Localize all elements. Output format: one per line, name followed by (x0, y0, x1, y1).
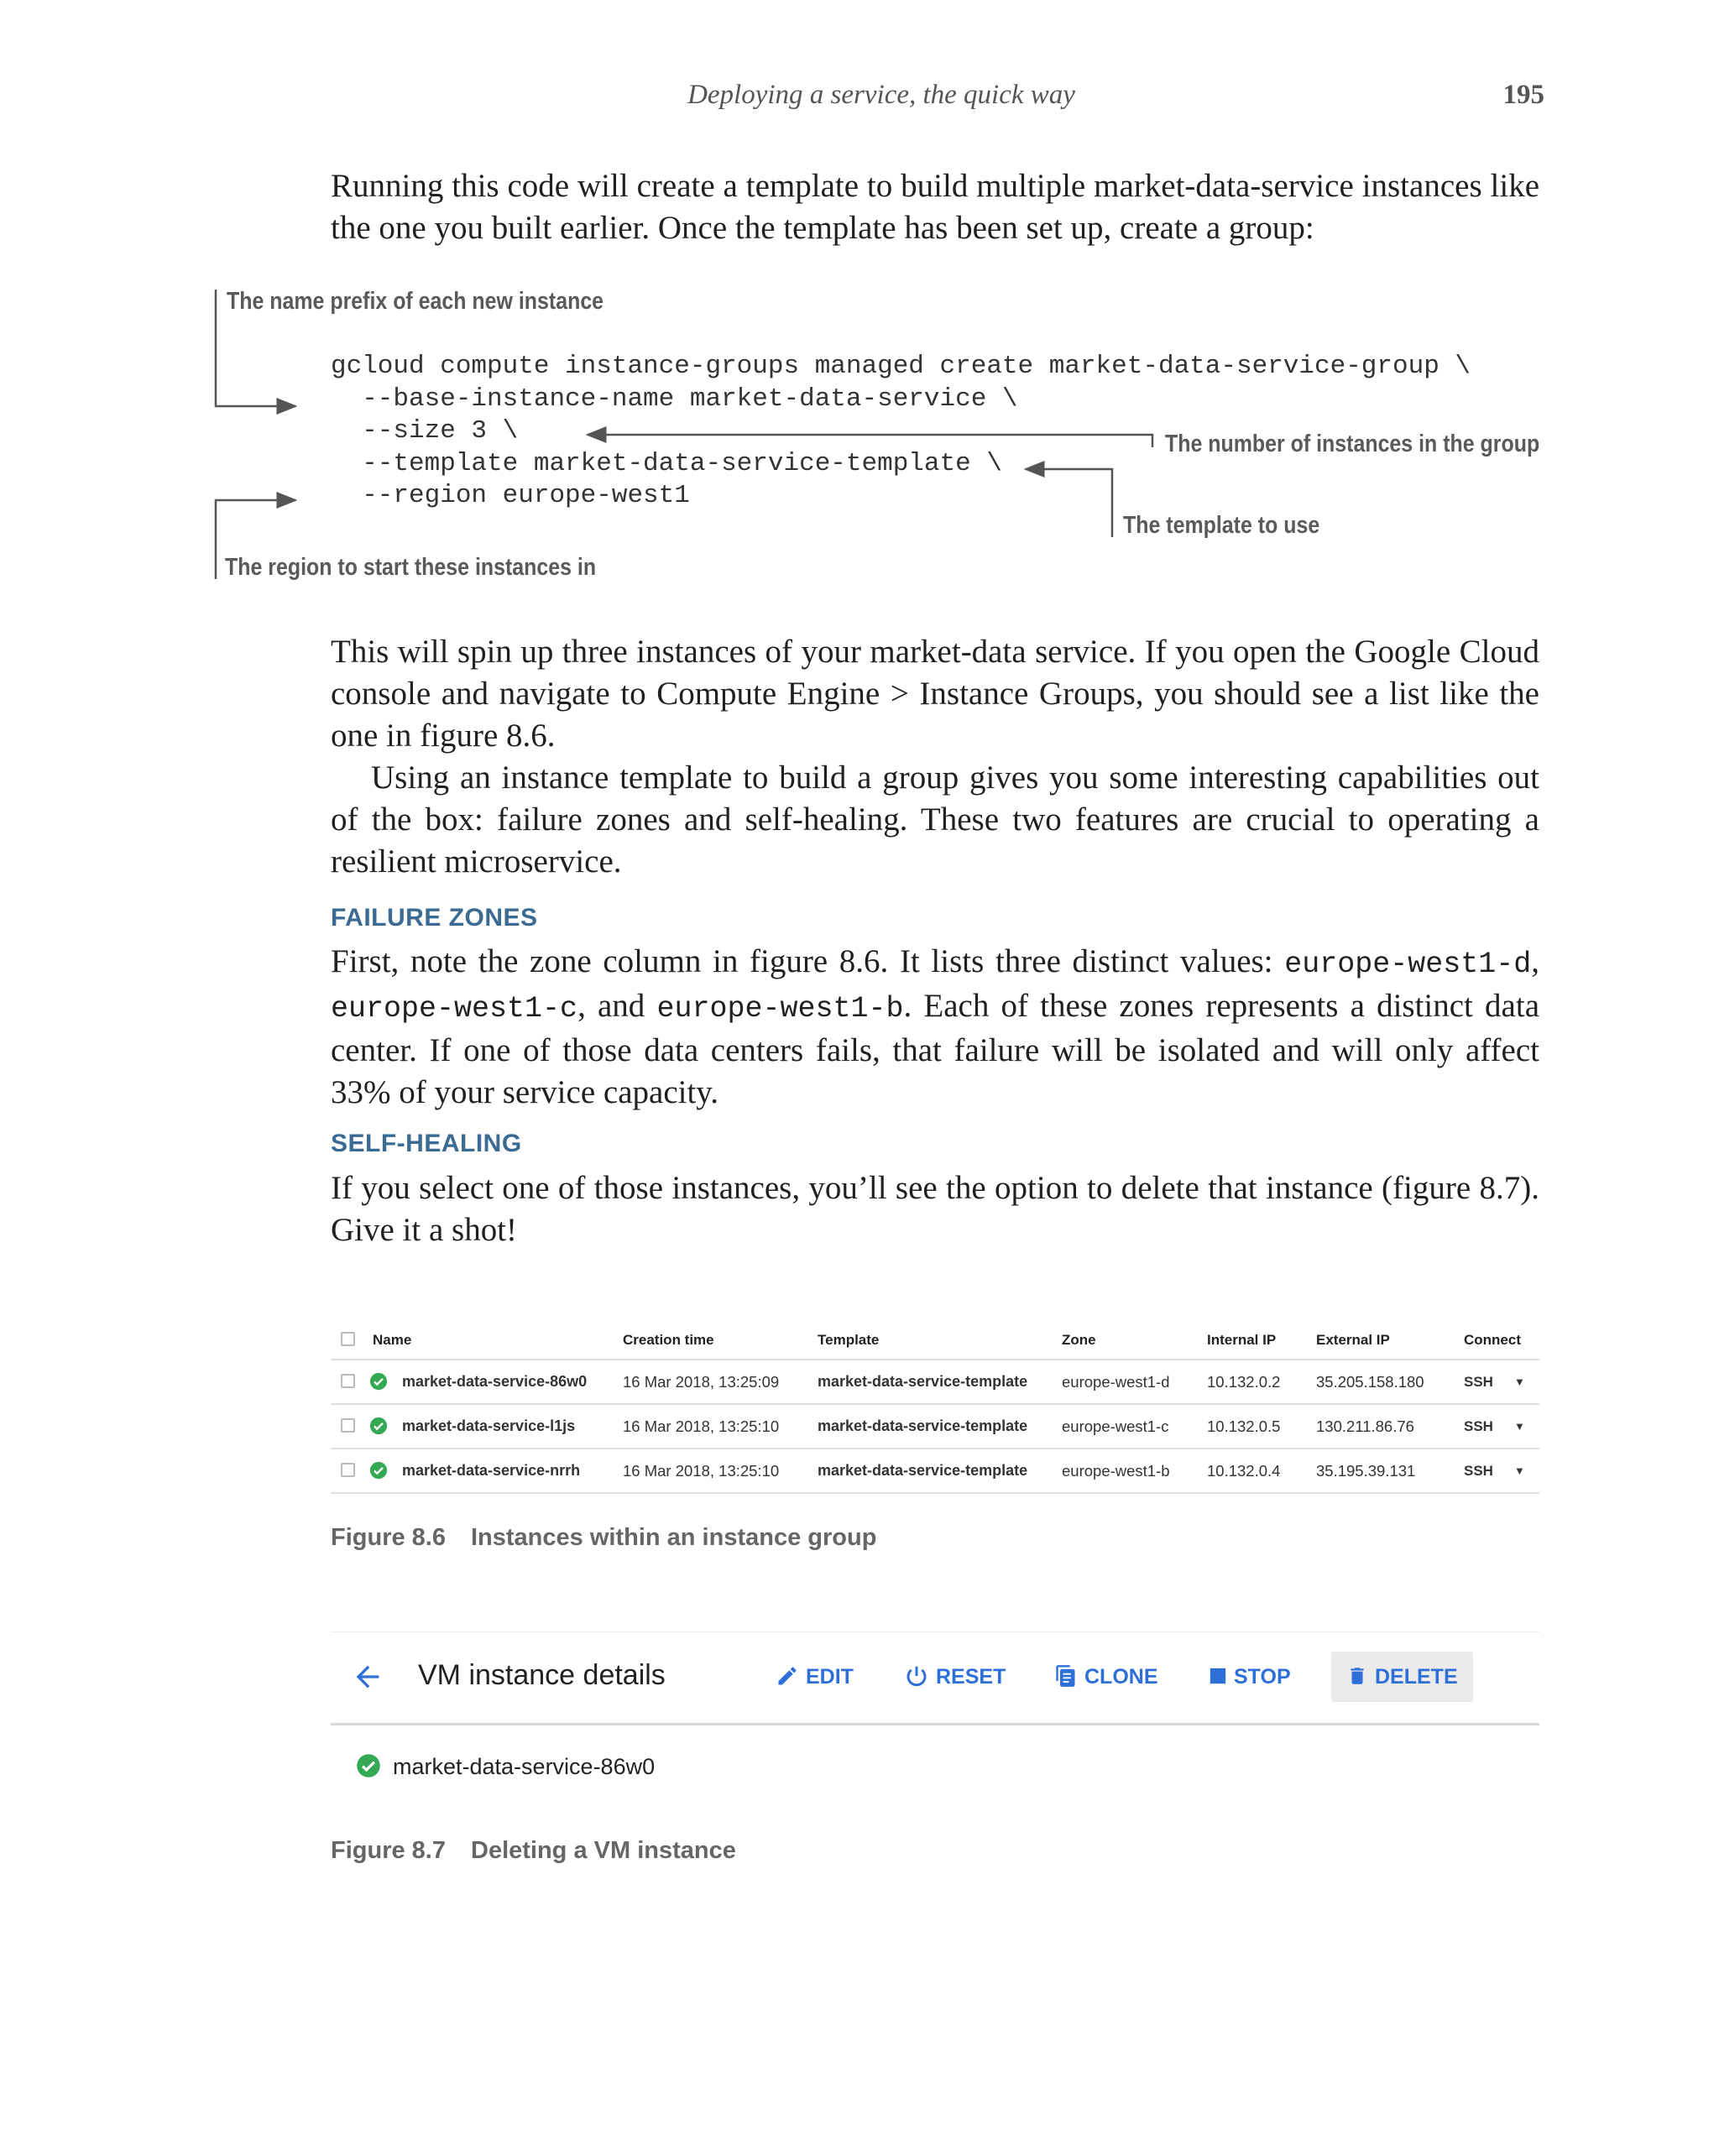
internal-ip: 10.132.0.4 (1207, 1462, 1281, 1480)
col-template[interactable]: Template (818, 1332, 880, 1348)
creation-time: 16 Mar 2018, 13:25:10 (623, 1417, 780, 1435)
paragraph-4: If you select one of those instances, you’ll see the option to delete that instance (figure 8.7). Give it a shot! (331, 1170, 1539, 1248)
instance-name-link[interactable]: market-data-service-nrrh (402, 1462, 581, 1479)
caret-down-icon[interactable]: ▼ (1514, 1376, 1525, 1388)
creation-time: 16 Mar 2018, 13:25:09 (623, 1373, 780, 1391)
code-line: --template market-data-service-template \ (331, 448, 1002, 478)
ssh-button[interactable]: SSH (1464, 1374, 1493, 1390)
edit-button[interactable]: EDIT (776, 1652, 854, 1702)
paragraph-3: First, note the zone column in figure 8.6. It lists three distinct values: europe-west1-d, europe-west1-c, and europe-west1-b. Each of these zones represents a distinct data center. If one of those data centers fails, that failure will be isolated and will only affect 33% of your service capacity. (331, 943, 1539, 1110)
instance-name-link[interactable]: market-data-service-l1js (402, 1417, 576, 1434)
ssh-button[interactable]: SSH (1464, 1463, 1493, 1479)
template-link[interactable]: market-data-service-template (818, 1373, 1028, 1390)
paragraph-1: This will spin up three instances of your market-data service. If you open the Google Cloud console and navigate to Compute Engine > Instance Groups, you should see a list like the one in figure 8.6. (331, 634, 1539, 754)
col-name[interactable]: Name (373, 1332, 412, 1348)
vm-details-toolbar (331, 1631, 1539, 1725)
code-block (331, 351, 1471, 513)
callout-name-prefix: The name prefix of each new instance (227, 288, 604, 315)
table-header-row (331, 1322, 1539, 1360)
vm-instance-name: market-data-service-86w0 (393, 1754, 656, 1779)
page-title: VM instance details (418, 1659, 666, 1691)
internal-ip: 10.132.0.5 (1207, 1417, 1281, 1435)
figure-title: Deleting a VM instance (471, 1837, 736, 1864)
subhead-self-healing: SELF-HEALING (331, 1130, 522, 1157)
delete-button[interactable]: DELETE (1331, 1652, 1473, 1702)
col-external-ip[interactable]: External IP (1316, 1332, 1390, 1348)
stop-button[interactable]: STOP (1209, 1652, 1291, 1702)
figure-label: Figure 8.6 (331, 1524, 446, 1551)
creation-time: 16 Mar 2018, 13:25:10 (623, 1462, 780, 1480)
stop-icon (1209, 1667, 1227, 1685)
external-ip: 35.195.39.131 (1316, 1462, 1416, 1480)
code-line: gcloud compute instance-groups managed create market-data-service-group \ (331, 352, 1471, 381)
zone: europe-west1-c (1062, 1417, 1169, 1435)
table-row[interactable] (331, 1360, 1539, 1405)
check-circle-icon (369, 1372, 388, 1391)
row-checkbox[interactable] (341, 1418, 355, 1433)
col-zone[interactable]: Zone (1062, 1332, 1096, 1348)
zone-code: europe-west1-c (331, 992, 578, 1026)
select-all-checkbox[interactable] (341, 1332, 355, 1346)
zone-code: europe-west1-b (656, 992, 904, 1026)
col-creation-time[interactable]: Creation time (623, 1332, 714, 1348)
table-row[interactable] (331, 1449, 1539, 1494)
code-line: --base-instance-name market-data-service \ (331, 384, 1018, 414)
intro-paragraph: Running this code will create a template to build multiple market-data-service instances like the one you built earlier. Once the template has been set up, create a group: (331, 168, 1539, 246)
clone-button[interactable]: CLONE (1054, 1652, 1158, 1702)
clone-icon (1054, 1663, 1078, 1689)
code-line: --region europe-west1 (331, 481, 690, 510)
figure-label: Figure 8.7 (331, 1837, 446, 1864)
zone: europe-west1-d (1062, 1373, 1170, 1391)
check-circle-icon (356, 1753, 381, 1778)
table-row[interactable] (331, 1405, 1539, 1449)
external-ip: 130.211.86.76 (1316, 1417, 1414, 1435)
external-ip: 35.205.158.180 (1316, 1373, 1424, 1391)
pencil-icon (776, 1664, 799, 1688)
page-number: 195 (1502, 80, 1544, 110)
check-circle-icon (369, 1461, 388, 1480)
subhead-failure-zones: FAILURE ZONES (331, 904, 538, 932)
callout-num-instances: The number of instances in the group (1165, 431, 1540, 457)
trash-icon (1346, 1663, 1368, 1689)
col-internal-ip[interactable]: Internal IP (1207, 1332, 1277, 1348)
zone: europe-west1-b (1062, 1462, 1170, 1480)
caret-down-icon[interactable]: ▼ (1514, 1464, 1525, 1477)
instances-table (331, 1322, 1539, 1494)
power-icon (904, 1663, 929, 1689)
running-head: Deploying a service, the quick way (687, 80, 1075, 110)
template-link[interactable]: market-data-service-template (818, 1462, 1028, 1479)
col-connect[interactable]: Connect (1464, 1332, 1521, 1348)
internal-ip: 10.132.0.2 (1207, 1373, 1281, 1391)
figure-8-7-caption (331, 1837, 736, 1865)
row-checkbox[interactable] (341, 1374, 355, 1388)
instance-name-link[interactable]: market-data-service-86w0 (402, 1373, 588, 1390)
code-line: --size 3 \ (331, 416, 519, 446)
ssh-button[interactable]: SSH (1464, 1418, 1493, 1434)
callout-region: The region to start these instances in (225, 554, 597, 581)
back-arrow-icon[interactable] (351, 1660, 384, 1694)
callout-template: The template to use (1123, 512, 1320, 539)
check-circle-icon (369, 1417, 388, 1435)
zone-code: europe-west1-d (1284, 947, 1532, 981)
row-checkbox[interactable] (341, 1463, 355, 1477)
paragraph-2: Using an instance template to build a group gives you some interesting capabilities out of the box: failure zones and self-healing. These two features are crucial to operating a resilient microservice. (331, 760, 1539, 880)
caret-down-icon[interactable]: ▼ (1514, 1420, 1525, 1433)
vm-instance-status (356, 1754, 655, 1781)
figure-8-6-caption (331, 1524, 876, 1552)
figure-title: Instances within an instance group (471, 1524, 877, 1551)
template-link[interactable]: market-data-service-template (818, 1417, 1028, 1434)
reset-button[interactable]: RESET (904, 1652, 1006, 1702)
